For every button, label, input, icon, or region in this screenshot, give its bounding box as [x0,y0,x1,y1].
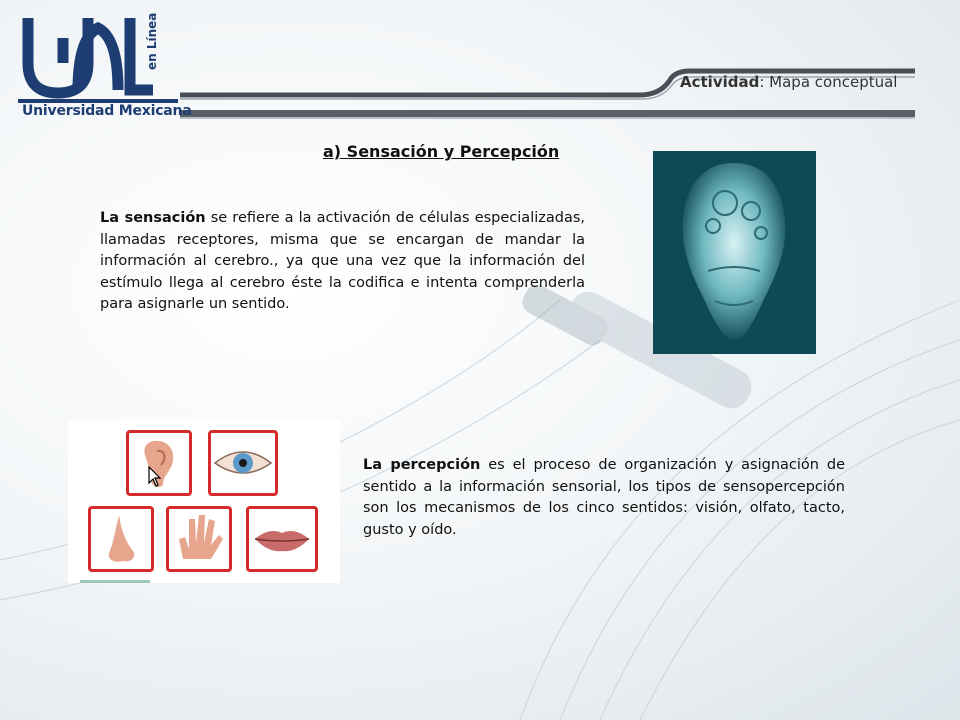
five-senses-image [68,420,340,583]
lips-icon [246,506,318,572]
sensation-term: La sensación [100,210,206,226]
head-with-gears-image [653,151,816,354]
mouse-cursor-icon [148,466,162,488]
activity-separator: : [759,73,765,91]
logo-en-linea-text: en Línea [145,12,159,70]
logo-caption: Universidad Mexicana [22,103,192,119]
activity-header [680,73,897,91]
activity-value: Mapa conceptual [764,73,898,91]
sensation-paragraph [100,208,585,316]
perception-text: es el proceso de organización y asignación de sentido a la información sensorial, los tipos de sensopercepción son los mecanismos de los cinco sentidos: visión, olfato, tacto, gusto y oído. [363,457,845,538]
perception-term: La percepción [363,457,481,473]
hand-icon [166,506,232,572]
activity-label: Actividad [680,73,760,91]
section-title: a) Sensación y Percepción [323,142,560,161]
perception-paragraph [363,455,845,541]
nose-icon [88,506,154,572]
sensation-text: se refiere a la activación de células especializadas, llamadas receptores, misma que se encargan de mandar la información al cerebro., ya que una vez que la información del estímulo llega al cerebro éste la codifica e intenta comprenderla para asignarle un sentido. [100,210,585,312]
eye-icon [208,430,278,496]
senses-image-bar [80,580,150,583]
